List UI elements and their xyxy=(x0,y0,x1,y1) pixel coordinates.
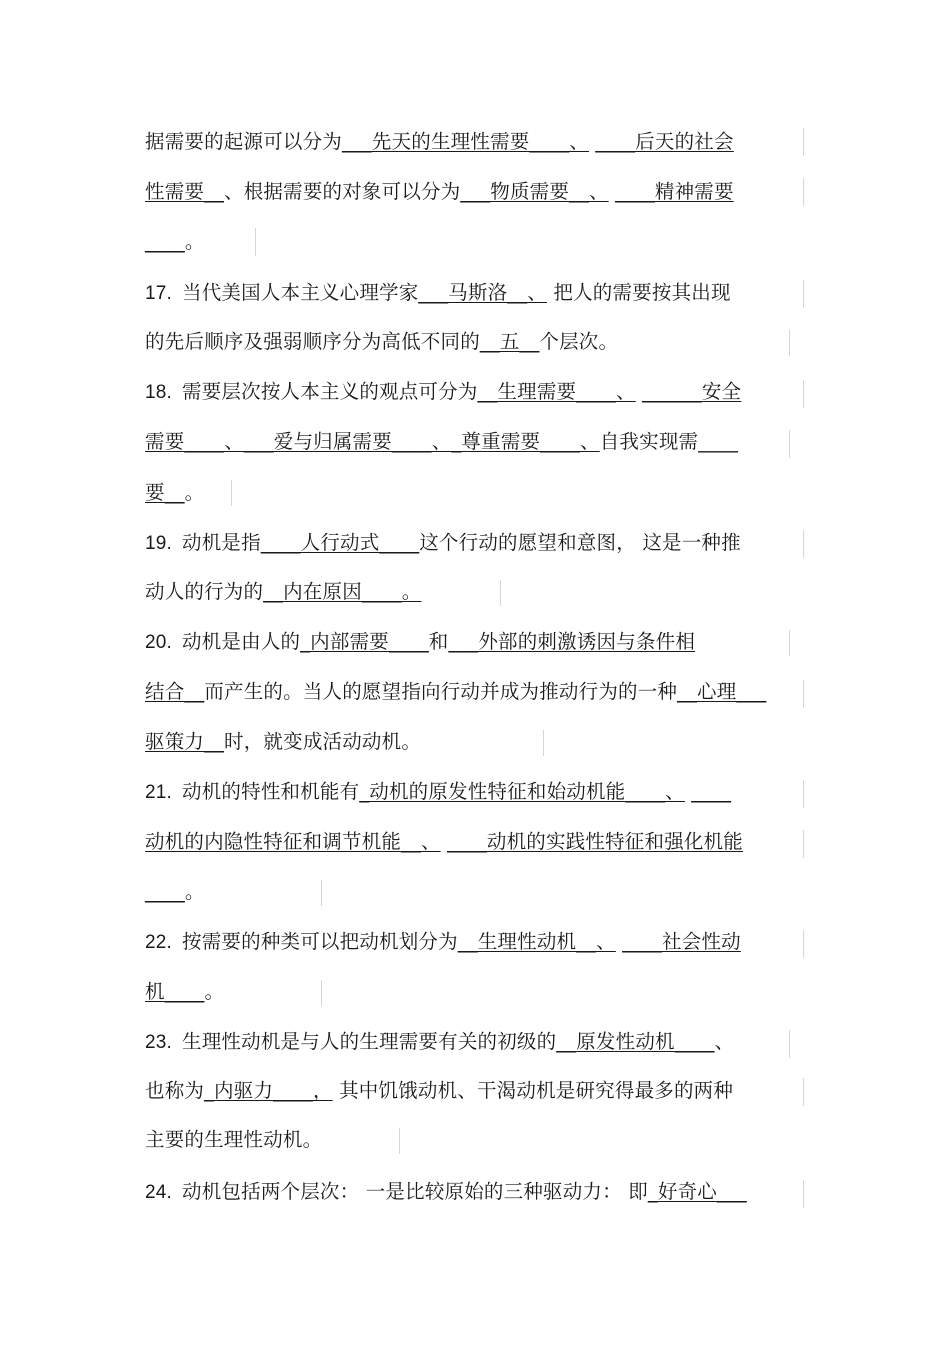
scan-edge-mark xyxy=(789,630,790,656)
answer-blank: ___爱与归属需要____、 xyxy=(243,430,452,453)
scan-edge-mark xyxy=(789,430,790,458)
answer-blank: 动机的内隐性特征和调节机能__、 xyxy=(145,830,441,853)
text-line xyxy=(145,130,734,154)
answer-blank: ____动机的实践性特征和强化机能 xyxy=(447,830,744,853)
question-text: 据需要的起源可以分为 xyxy=(145,130,343,153)
answer-blank: __原发性动机____ xyxy=(556,1030,715,1053)
text-line xyxy=(145,980,224,1004)
question-text: 、根据需要的对象可以分为 xyxy=(224,180,461,203)
scan-edge-mark xyxy=(255,228,256,256)
scan-edge-mark xyxy=(399,1128,400,1154)
question-text: 动机包括两个层次： 一是比较原始的三种驱动力： 即 xyxy=(182,1180,648,1203)
answer-blank: 性需要__ xyxy=(145,180,225,203)
question-text: 的先后顺序及强弱顺序分为高低不同的 xyxy=(145,330,480,353)
question-text: 而产生的。当人的愿望指向行动并成为推动行为的一种 xyxy=(204,680,678,703)
text-line xyxy=(145,330,618,354)
text-line xyxy=(145,180,734,204)
scan-edge-mark xyxy=(803,930,804,958)
question-number: 17. xyxy=(145,283,173,304)
text-line xyxy=(145,1079,733,1103)
question-text: 动机的特性和机能有 xyxy=(182,780,360,803)
question-text: 自我实现需____ xyxy=(599,430,739,453)
question-text: 和 xyxy=(428,630,449,653)
question-text: 、 xyxy=(714,1030,735,1053)
question-text: 动机是由人的 xyxy=(182,630,301,653)
question-text: 需要层次按人本主义的观点可分为 xyxy=(182,380,478,403)
answer-blank: ___物质需要__、 xyxy=(460,180,609,203)
text-line xyxy=(145,730,421,754)
scan-edge-mark xyxy=(803,280,804,308)
answer-blank: ______安全 xyxy=(642,380,742,403)
text-line xyxy=(145,1128,322,1152)
text-line xyxy=(145,481,204,505)
answer-blank: ____ xyxy=(145,880,185,903)
question-text: 时，就变成活动动机。 xyxy=(224,730,422,753)
text-line xyxy=(145,1030,734,1054)
answer-blank: 机____ xyxy=(145,980,205,1003)
scan-edge-mark xyxy=(321,880,322,906)
question-text: 按需要的种类可以把动机划分为 xyxy=(182,930,458,953)
question-number: 21. xyxy=(145,782,173,803)
scan-edge-mark xyxy=(803,680,804,708)
question-number: 20. xyxy=(145,632,173,653)
question-text: 。 xyxy=(204,980,225,1003)
text-line xyxy=(145,780,731,804)
scan-edge-mark xyxy=(803,830,804,858)
scan-edge-mark xyxy=(803,178,804,206)
question-text: 。 xyxy=(184,230,205,253)
question-text: 这个行动的愿望和意图， 这是一种推 xyxy=(419,531,741,554)
question-text: 动人的行为的 xyxy=(145,580,264,603)
question-text: 其中饥饿动机、干渴动机是研究得最多的两种 xyxy=(332,1079,734,1102)
text-line xyxy=(145,630,695,654)
question-text: 把人的需要按其出现 xyxy=(546,281,731,304)
answer-blank: ___马斯洛__、 xyxy=(418,281,547,304)
scan-edge-mark xyxy=(789,1030,790,1058)
scan-edge-mark xyxy=(803,128,804,156)
scan-edge-mark xyxy=(789,330,790,356)
text-line xyxy=(145,930,741,954)
answer-blank: ____ xyxy=(145,230,185,253)
answer-blank: 要__ xyxy=(145,481,185,504)
question-text: 主要的生理性动机。 xyxy=(145,1128,323,1151)
question-number: 18. xyxy=(145,382,173,403)
question-number: 22. xyxy=(145,932,173,953)
text-line xyxy=(145,281,731,305)
question-number: 19. xyxy=(145,533,173,554)
scan-edge-mark xyxy=(803,530,804,558)
scan-edge-mark xyxy=(803,380,804,408)
answer-blank: ____精神需要 xyxy=(615,180,734,203)
question-number: 24. xyxy=(145,1182,173,1203)
answer-blank: 需要____、 xyxy=(145,430,244,453)
question-text: 动机是指 xyxy=(182,531,261,554)
answer-blank: _尊重需要____、 xyxy=(451,430,600,453)
scan-edge-mark xyxy=(803,780,804,808)
scan-edge-mark xyxy=(500,580,501,606)
answer-blank: 驱策力__ xyxy=(145,730,225,753)
text-line xyxy=(145,380,741,404)
answer-blank: ___外部的刺激诱因与条件相 xyxy=(448,630,696,653)
answer-blank: ___先天的生理性需要____、 xyxy=(342,130,589,153)
text-line xyxy=(145,230,205,254)
answer-blank: __五__ xyxy=(479,330,540,353)
text-line xyxy=(145,531,741,555)
question-text: 也称为 xyxy=(145,1079,205,1102)
question-number: 23. xyxy=(145,1032,173,1053)
answer-blank: ____后天的社会 xyxy=(595,130,734,153)
answer-blank: 结合__ xyxy=(145,680,205,703)
answer-blank: ____人行动式____ xyxy=(260,531,420,554)
answer-blank: __内在原因____。 xyxy=(263,580,422,603)
answer-blank: _内部需要____ xyxy=(300,630,429,653)
text-line xyxy=(145,880,205,904)
text-line xyxy=(145,830,743,854)
scan-edge-mark xyxy=(231,480,232,506)
answer-blank: ____社会性动 xyxy=(622,930,741,953)
question-text: 个层次。 xyxy=(539,330,619,353)
answer-blank: _动机的原发性特征和始动机能____、 xyxy=(359,780,685,803)
scan-edge-mark xyxy=(803,1078,804,1106)
scan-edge-mark xyxy=(543,730,544,756)
answer-blank: _内驱力____， xyxy=(204,1079,333,1102)
answer-blank: __生理需要____、 xyxy=(477,380,636,403)
question-text: 。 xyxy=(184,481,205,504)
text-line xyxy=(145,1180,747,1204)
question-text: 生理性动机是与人的生理需要有关的初级的 xyxy=(182,1030,557,1053)
text-line xyxy=(145,580,421,604)
answer-blank: __生理性动机__、 xyxy=(457,930,616,953)
scan-edge-mark xyxy=(803,1180,804,1208)
answer-blank: _好奇心___ xyxy=(647,1180,747,1203)
answer-blank: ____ xyxy=(691,780,732,803)
question-text: 。 xyxy=(184,880,205,903)
text-line xyxy=(145,680,766,704)
text-line xyxy=(145,430,738,454)
answer-blank: __心理___ xyxy=(677,680,767,703)
scan-edge-mark xyxy=(321,980,322,1006)
question-text: 当代美国人本主义心理学家 xyxy=(182,281,419,304)
